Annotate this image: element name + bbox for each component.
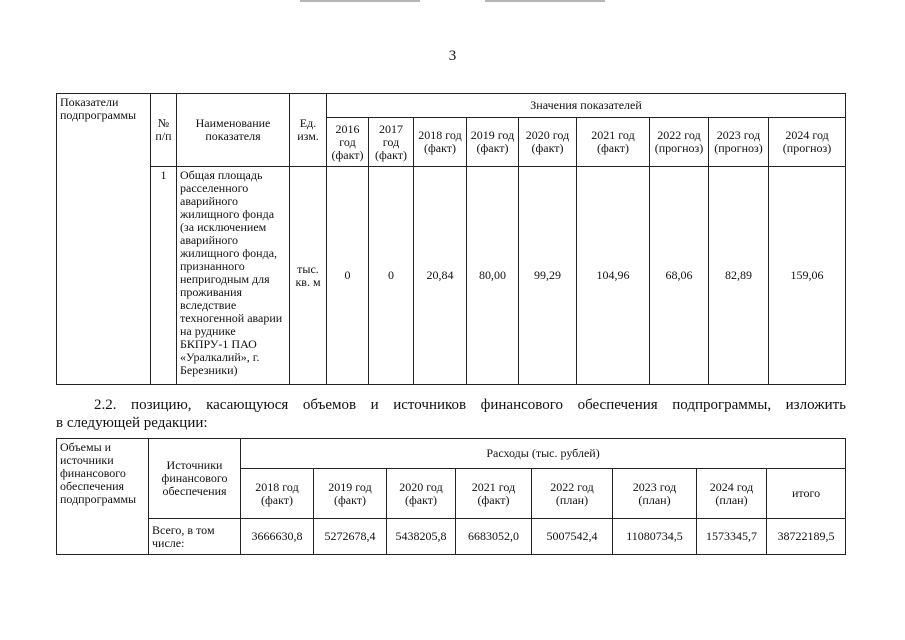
value-cell: 20,84 <box>414 167 467 385</box>
finance-header-year: 2024 год (план) <box>697 469 767 519</box>
indicator-name: Общая площадь расселенного аварийного жилищного фонда (за исключением аварийного жилищного фонда, признанного непригодным для проживания вследствие техногенной аварии на руднике БКПРУ-1 ПАО «Уралкалий», г. Березники) <box>177 167 290 385</box>
value-cell: 68,06 <box>650 167 709 385</box>
finance-row-label: Всего, в том числе: <box>149 519 241 555</box>
header-year: 2017 год (факт) <box>369 118 414 167</box>
finance-value-cell: 5007542,4 <box>532 519 613 555</box>
value-cell: 159,06 <box>769 167 846 385</box>
header-number: № п/п <box>151 94 177 167</box>
header-year: 2018 год (факт) <box>414 118 467 167</box>
value-cell: 99,29 <box>519 167 577 385</box>
value-cell: 0 <box>327 167 369 385</box>
header-year: 2019 год (факт) <box>467 118 519 167</box>
finance-table <box>56 438 846 555</box>
finance-subprogram-cell: Объемы и источники финансового обеспечения подпрограммы <box>57 439 149 555</box>
paragraph-line-1: 2.2. позицию, касающуюся объемов и источников финансового обеспечения подпрограммы, изложить <box>94 397 846 413</box>
finance-value-cell: 1573345,7 <box>697 519 767 555</box>
page-number: 3 <box>448 48 457 64</box>
value-cell: 82,89 <box>709 167 769 385</box>
paragraph-line-2: в следующей редакции: <box>56 415 208 431</box>
finance-value-cell: 3666630,8 <box>241 519 314 555</box>
scan-edge-line-left <box>300 0 420 2</box>
finance-value-cell: 5438205,8 <box>387 519 456 555</box>
finance-header-year: 2022 год (план) <box>532 469 613 519</box>
header-year: 2020 год (факт) <box>519 118 577 167</box>
header-year: 2022 год (прогноз) <box>650 118 709 167</box>
header-year: 2023 год (прогноз) <box>709 118 769 167</box>
header-unit: Ед. изм. <box>290 94 327 167</box>
subprogram-indicators-cell: Показатели подпрограммы <box>57 94 151 385</box>
header-year: 2024 год (прогноз) <box>769 118 846 167</box>
indicators-table <box>56 93 846 385</box>
finance-total-cell: 38722189,5 <box>767 519 846 555</box>
finance-value-cell: 6683052,0 <box>456 519 532 555</box>
finance-header-total: итого <box>767 469 846 519</box>
finance-header-year: 2018 год (факт) <box>241 469 314 519</box>
finance-header-year: 2021 год (факт) <box>456 469 532 519</box>
value-cell: 104,96 <box>577 167 650 385</box>
header-sources: Источники финансового обеспечения <box>149 439 241 519</box>
finance-value-cell: 5272678,4 <box>314 519 387 555</box>
row-number: 1 <box>151 167 177 385</box>
header-values: Значения показателей <box>327 94 846 118</box>
header-year: 2021 год (факт) <box>577 118 650 167</box>
finance-header-year: 2020 год (факт) <box>387 469 456 519</box>
scan-edge-line-right <box>485 0 605 2</box>
amendment-paragraph <box>56 396 846 432</box>
header-indicator-name: Наименование показателя <box>177 94 290 167</box>
header-year: 2016 год (факт) <box>327 118 369 167</box>
indicator-unit: тыс. кв. м <box>290 167 327 385</box>
finance-header-year: 2023 год (план) <box>613 469 697 519</box>
value-cell: 80,00 <box>467 167 519 385</box>
value-cell: 0 <box>369 167 414 385</box>
finance-header-year: 2019 год (факт) <box>314 469 387 519</box>
header-expenses: Расходы (тыс. рублей) <box>241 439 846 469</box>
finance-value-cell: 11080734,5 <box>613 519 697 555</box>
